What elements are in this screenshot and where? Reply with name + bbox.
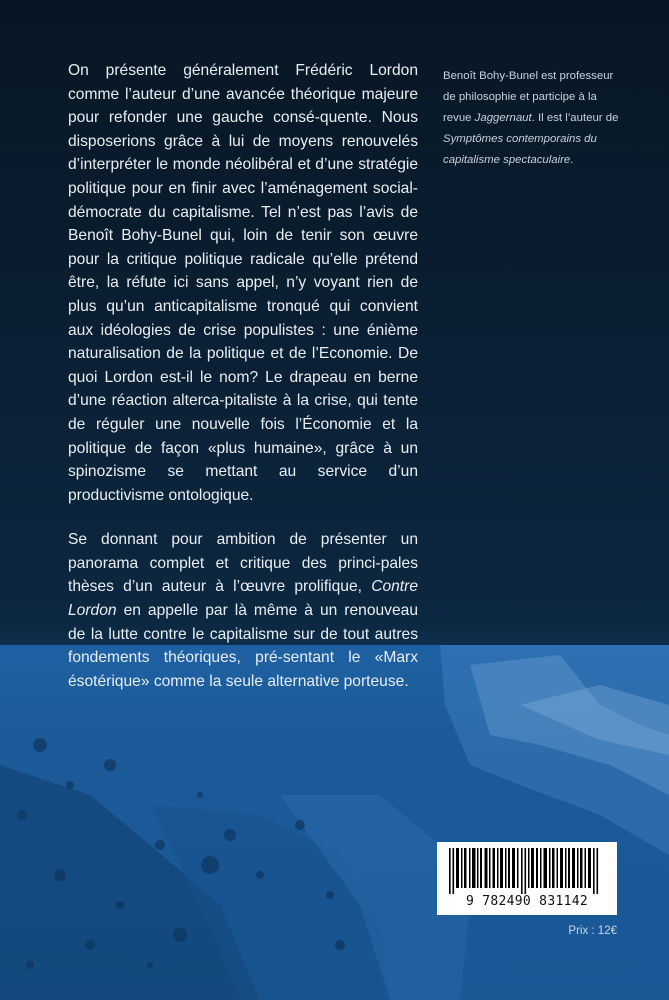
- price-label: Prix : 12€: [568, 925, 617, 937]
- blurb-paragraph-1: On présente généralement Frédéric Lordon comme l’auteur d’une avancée théorique majeure pour refonder une gauche consé-quente. Nous disposerions grâce à lui de moyens renouvelés d’interpréter le monde néolibéral et d’une stratégie politique pour en finir avec l’aménagement social-démocrate du capitalisme. Tel n’est pas l’avis de Benoît Bohy-Bunel qui, loin de tenir son œuvre pour la critique politique radicale qu’elle prétend être, la réfute ici sans appel, n’y voyant rien de plus qu’un anticapitalisme tronqué qui convient aux idéologies de crise populistes : une énième naturalisation de la politique et de l’Economie. De quoi Lordon est-il le nom? Le drapeau en berne d’une réaction alterca-pitaliste à la crise, qui tente de réguler une nouvelle fois l’Économie et la politique de façon «plus humaine», grâce à un spinozisme se mettant au service d’un productivisme ontologique.: [68, 62, 418, 504]
- bio-text-2: . Il est l’auteur de: [531, 112, 619, 124]
- isbn-number: 9 782490 831142: [466, 894, 588, 909]
- author-bio: [443, 66, 623, 171]
- blurb-paragraph-2: [68, 528, 418, 693]
- book-title-reference: Contre Lordon: [68, 578, 418, 620]
- blurb-paragraph-2-end: en appelle par là même à un renouveau de la lutte contre le capitalisme sur de tout autres fondements théoriques, pré-sentant le «Marx ésotérique» comme la seule alternative porteuse.: [68, 602, 418, 690]
- bio-text-1: Benoît Bohy-Bunel est professeur de philosophie et participe à la revue: [443, 70, 614, 124]
- bio-journal: Jaggernaut: [474, 112, 532, 124]
- barcode-bars: [445, 848, 609, 894]
- barcode: [437, 842, 617, 915]
- blurb-paragraph-2-start: Se donnant pour ambition de présenter un panorama complet et critique des princi-pales thèses d’un auteur à l’œuvre prolifique,: [68, 531, 418, 596]
- main-blurb: [68, 59, 418, 714]
- bio-book-title: Symptômes contemporains du capitalisme spectaculaire: [443, 133, 597, 166]
- bio-text-3: .: [570, 154, 574, 166]
